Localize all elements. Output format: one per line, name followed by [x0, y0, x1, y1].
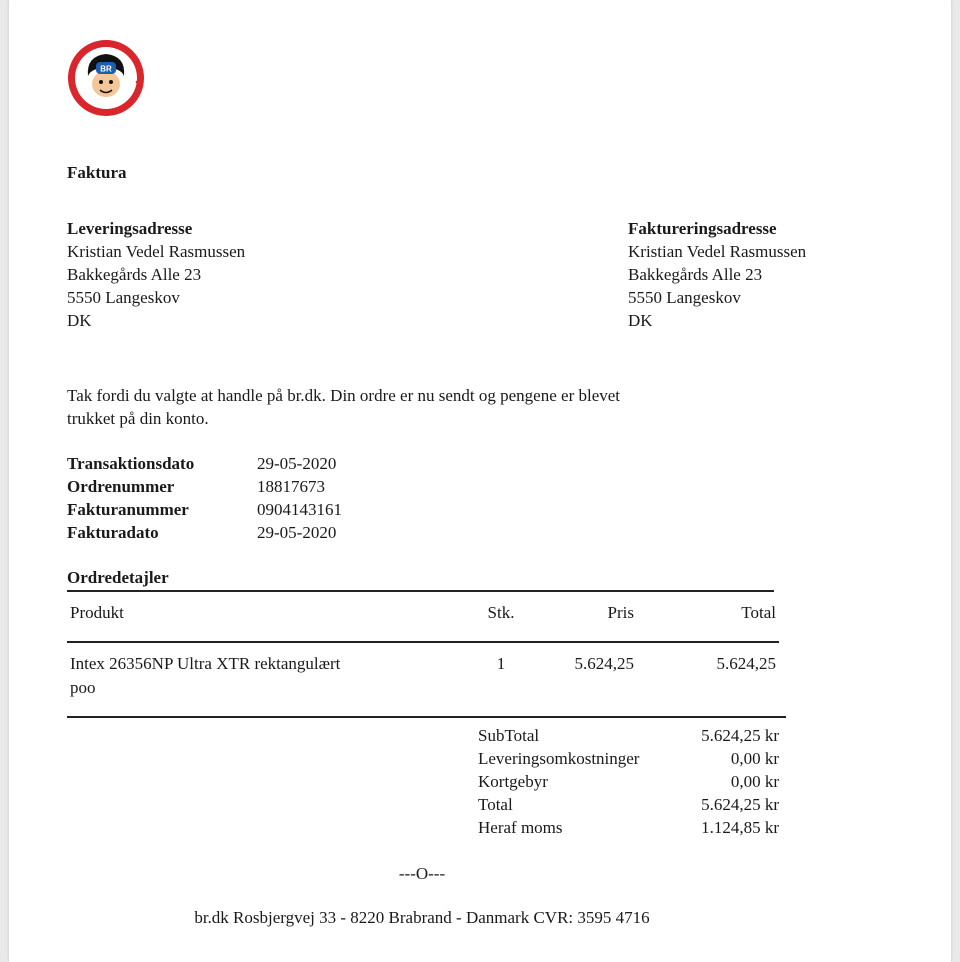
product-price: 5.624,25: [574, 654, 634, 673]
meta-label: Ordrenummer: [67, 477, 175, 496]
totals-value: 5.624,25 kr: [701, 795, 779, 814]
delivery-city: 5550 Langeskov: [67, 288, 180, 307]
svg-text:BR: BR: [100, 64, 112, 74]
document-title: Faktura: [67, 163, 127, 182]
meta-label: Fakturadato: [67, 523, 159, 542]
totals-label: Heraf moms: [478, 818, 563, 837]
totals-value: 5.624,25 kr: [701, 726, 779, 745]
br-logo: [66, 38, 146, 118]
delivery-street: Bakkegårds Alle 23: [67, 265, 202, 284]
separator: ---O---: [398, 864, 446, 883]
thank-you-message-line2: trukket på din konto.: [67, 409, 209, 428]
meta-value: 29-05-2020: [257, 523, 337, 542]
product-qty: 1: [496, 654, 506, 673]
delivery-heading: Leveringsadresse: [67, 219, 193, 238]
product-name-line2: poo: [70, 678, 96, 697]
product-name-line1: Intex 26356NP Ultra XTR rektangulært: [70, 654, 341, 673]
meta-value: 18817673: [257, 477, 325, 496]
divider: [67, 590, 774, 592]
totals-label: Total: [478, 795, 513, 814]
divider: [67, 641, 779, 643]
billing-heading: Faktureringsadresse: [628, 219, 777, 238]
totals-value: 0,00 kr: [730, 749, 779, 768]
column-header-product: Produkt: [70, 603, 124, 622]
footer-company-info: br.dk Rosbjergvej 33 - 8220 Brabrand - Danmark CVR: 3595 4716: [194, 908, 650, 927]
meta-value: 0904143161: [257, 500, 342, 519]
billing-street: Bakkegårds Alle 23: [628, 265, 763, 284]
meta-label: Transaktionsdato: [67, 454, 195, 473]
totals-value: 0,00 kr: [730, 772, 779, 791]
meta-value: 29-05-2020: [257, 454, 337, 473]
totals-label: Leveringsomkostninger: [478, 749, 640, 768]
column-header-price: Pris: [607, 603, 634, 622]
totals-label: SubTotal: [478, 726, 540, 745]
billing-city: 5550 Langeskov: [628, 288, 741, 307]
billing-country: DK: [628, 311, 653, 330]
invoice-page: [9, 0, 951, 962]
column-header-total: Total: [741, 603, 776, 622]
product-total: 5.624,25: [716, 654, 776, 673]
totals-value: 1.124,85 kr: [701, 818, 779, 837]
meta-label: Fakturanummer: [67, 500, 189, 519]
delivery-name: Kristian Vedel Rasmussen: [67, 242, 246, 261]
column-header-qty: Stk.: [487, 603, 515, 622]
delivery-country: DK: [67, 311, 92, 330]
totals-label: Kortgebyr: [478, 772, 548, 791]
thank-you-message-line1: Tak fordi du valgte at handle på br.dk. Din ordre er nu sendt og pengene er blevet: [67, 386, 621, 405]
order-heading: Ordredetajler: [67, 568, 169, 587]
divider: [67, 716, 786, 718]
billing-name: Kristian Vedel Rasmussen: [628, 242, 807, 261]
